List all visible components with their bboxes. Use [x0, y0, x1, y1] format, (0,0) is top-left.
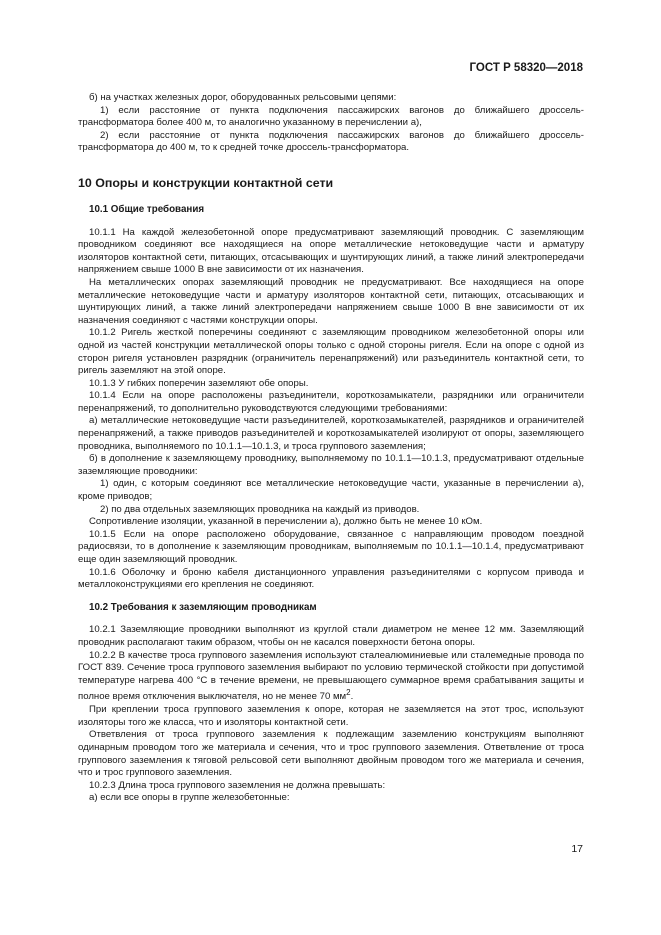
paragraph: 10.2.1 Заземляющие проводники выполняют из круглой стали диаметром не менее 12 мм. Заземляющий проводник располагают таким образом, чтобы он не касался поверхности бетона опоры. — [78, 624, 584, 648]
paragraph: 10.1.6 Оболочку и броню кабеля дистанционного управления разъединителями с корпусом привода и металлоконструкциями его крепления не соединяют. — [78, 566, 584, 591]
superscript: 2 — [346, 688, 351, 698]
paragraph: 10.2.3 Длина троса группового заземления не должна превышать: — [89, 779, 386, 791]
document-code: ГОСТ Р 58320—2018 — [469, 62, 583, 74]
list-item: 2) по два отдельных заземляющих проводника на каждый из приводов. — [100, 503, 420, 515]
list-item: 2) если расстояние от пункта подключения пассажирских вагонов до ближайшего дроссель-трансформатора до 400 м, то к средней точке дроссель-трансформатора. — [78, 129, 584, 154]
subsection-heading: 10.2 Требования к заземляющим проводникам — [89, 601, 317, 613]
paragraph: 10.1.2 Ригель жесткой поперечины соединяют с заземляющим проводником железобетонной опоры или одной из частей конструкции металлической опоры только с одной стороны ригеля. Если на опоре с одной из сторон ригеля установлен разрядник (ограничитель перенапряжений) или разъединитель контактной сети, то ригель заземляют на этой опоре. — [78, 327, 584, 377]
subsection-heading: 10.1 Общие требования — [89, 203, 205, 215]
list-item: б) на участках железных дорог, оборудованных рельсовыми цепями: — [89, 92, 397, 103]
paragraph: На металлических опорах заземляющий проводник не предусматривают. Все находящиеся на опоре металлические нетоковедущие части и арматуру изоляторов контактной сети, питающих, отсасывающих и шунтирующих линий, а также линий электропередачи напряжением свыше 1000 В вне зависимости от их назначения соединяют с частями конструкции опоры. — [78, 276, 584, 326]
paragraph: Сопротивление изоляции, указанной в перечислении а), должно быть не менее 10 кОм. — [89, 516, 483, 528]
page-number: 17 — [571, 843, 583, 855]
paragraph: При креплении троса группового заземления к опоре, которая не заземляется на этот трос, используют изоляторы того же класса, что и изоляторы контактной сети. — [78, 704, 584, 728]
paragraph: 10.1.3 У гибких поперечин заземляют обе опоры. — [89, 377, 309, 389]
paragraph: 10.1.1 На каждой железобетонной опоре предусматривают заземляющий проводник. С заземляющим проводником соединяют все находящиеся на опоре металлические нетоковедущие части и арматуру изоляторов контактной сети, питающих, отсасывающих и шунтирующих линий, а также линий электропередачи напряжением свыше 1000 В вне зависимости от их назначения. — [78, 226, 584, 276]
paragraph-end: . — [350, 691, 354, 703]
paragraph: 10.1.5 Если на опоре расположено оборудование, связанное с направляющим проводом поездной радиосвязи, то в дополнение к заземляющим проводникам, выполняемым по 10.1.1—10.1.4, предусматривают еще один заземляющий проводник. — [78, 528, 584, 565]
paragraph: 10.1.4 Если на опоре расположены разъединители, короткозамыкатели, разрядники или ограничители перенапряжений, то дополнительно руководствуются следующими требованиями: — [78, 390, 584, 414]
document-body — [78, 92, 584, 805]
list-item: 1) если расстояние от пункта подключения пассажирских вагонов до ближайшего дроссель-трансформатора более 400 м, то аналогично указанному в перечислении а), — [78, 104, 584, 129]
section-heading: 10 Опоры и конструкции контактной сети — [78, 175, 334, 190]
list-item: 1) один, с которым соединяют все металлические нетоковедущие части, указанные в перечислении а), кроме приводов; — [78, 478, 584, 503]
list-item: а) если все опоры в группе железобетонные: — [89, 792, 290, 804]
list-item: б) в дополнение к заземляющему проводнику, выполняемому по 10.1.1—10.1.3, предусматривают отдельные заземляющие проводники: — [78, 453, 584, 477]
list-item: а) металлические нетоковедущие части разъединителей, короткозамыкателей, разрядников и ограничителей перенапряжений, а также приводов разъединителей и короткозамыкателей изолируют от опоры, заземляющего проводника, выполняемого по 10.1.1—10.1.3, и троса группового заземления; — [78, 415, 584, 452]
paragraph: Ответвления от троса группового заземления к подлежащим заземлению конструкциям выполняют одинарным проводом того же материала и сечения, что и трос группового заземления. Ответвление от троса группового заземления к тяговой рельсовой сети выполняют двойным проводом того же материала и сечения, что и трос группового заземления. — [78, 729, 584, 779]
paragraph-text: 10.2.2 В качестве троса группового заземления используют сталеалюминиевые или сталемедные провода по ГОСТ 839. Сечение троса группового заземления выбирают по условию термической стойкости при допустимой температуре нагрева 400 °С в течение времени, не превышающего суммарное время срабатывания защиты и полное время отключения выключателя, но не менее 70 мм — [78, 649, 584, 703]
paragraph — [78, 650, 584, 705]
